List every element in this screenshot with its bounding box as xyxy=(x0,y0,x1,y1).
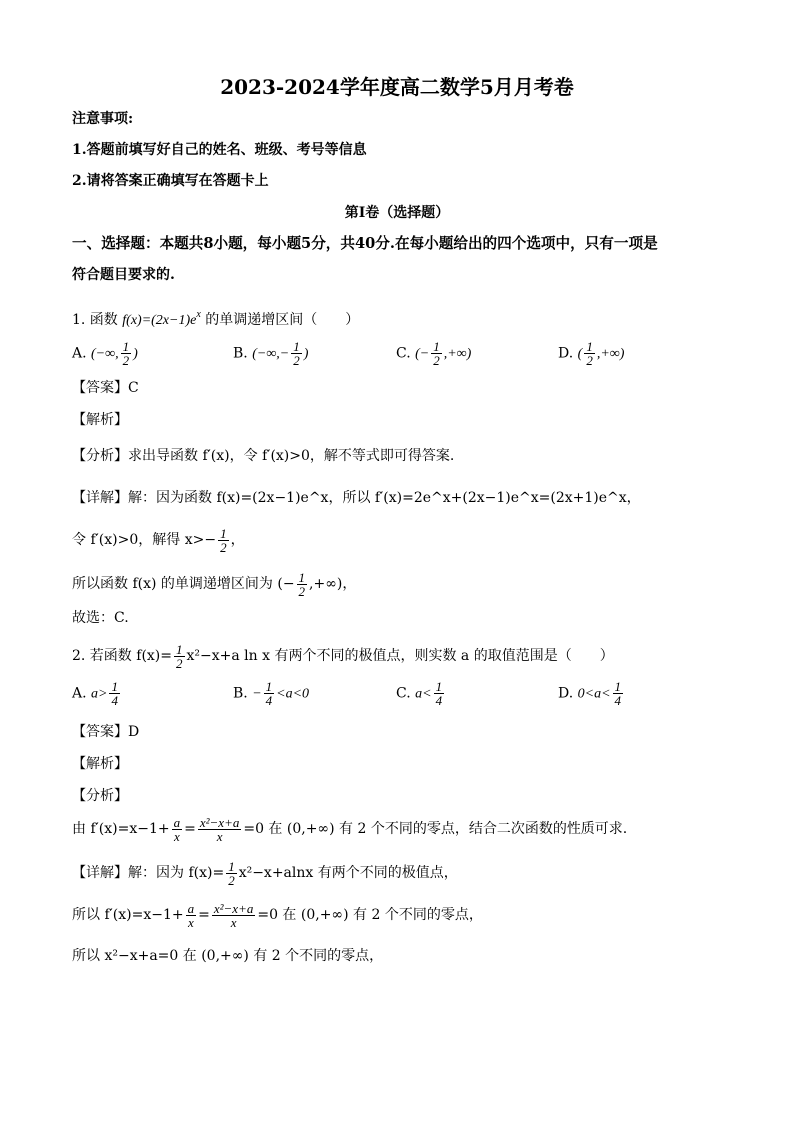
numerator: a xyxy=(173,814,181,830)
numerator: 1 xyxy=(586,339,593,354)
numerator: 1 xyxy=(220,525,227,541)
q1-exponent: x xyxy=(196,309,201,320)
detail-text: 解：因为 f(x)= xyxy=(128,865,225,881)
denominator: 2 xyxy=(293,353,300,368)
numerator: 1 xyxy=(111,679,118,694)
page-title: 2023-2024学年度高二数学5月月考卷 xyxy=(220,75,574,99)
option-label: D. xyxy=(558,345,574,362)
denominator: x xyxy=(216,828,223,844)
answer-tag: 【答案】 xyxy=(72,380,128,396)
numerator: 1 xyxy=(614,679,622,694)
q2-detail xyxy=(72,858,724,888)
q1-analysis-tag: 【解析】 xyxy=(72,412,128,428)
denominator: 2 xyxy=(220,539,227,555)
denominator: 4 xyxy=(111,693,118,708)
q1-answer xyxy=(72,378,724,398)
q2-fenxi-tag: 【分析】 xyxy=(72,788,128,804)
fraction xyxy=(212,902,255,929)
q1-interval-line xyxy=(72,570,724,598)
fraction xyxy=(434,680,445,707)
option-expr: − xyxy=(252,686,262,702)
fraction xyxy=(584,340,595,367)
q1-option-c xyxy=(396,340,471,367)
solve-text: 令 f′(x)>0，解得 x>− xyxy=(72,532,217,548)
fraction xyxy=(198,816,241,843)
option-label: B. xyxy=(233,345,248,362)
numerator: x²−x+a xyxy=(199,814,240,830)
fenxi-tag: 【分析】 xyxy=(72,448,128,464)
interval-text: 所以函数 f(x) 的单调递增区间为 (− xyxy=(72,576,295,592)
denominator: x xyxy=(230,914,237,930)
option-label: D. xyxy=(558,685,574,702)
q1-option-a xyxy=(72,340,138,367)
formula-text: 所以 f′(x)=x−1+ xyxy=(72,907,184,923)
option-expr: (− xyxy=(415,346,430,362)
numerator: 1 xyxy=(228,858,235,874)
q1-choose: 故选：C. xyxy=(72,610,129,626)
option-label: C. xyxy=(396,685,411,702)
detail-text: 解：因为函数 f(x)=(2x−1)e^x，所以 f′(x)=2e^x+(2x−1)e^x=(2x+1)e^x， xyxy=(128,490,641,506)
option-expr-end: ,+∞) xyxy=(443,346,472,362)
answer-value: C xyxy=(128,380,139,396)
denominator: 2 xyxy=(228,872,235,888)
q2-prefix: 2. 若函数 f(x)= xyxy=(72,648,172,664)
q1-prefix: 1. 函数 xyxy=(72,312,118,328)
numerator: 1 xyxy=(176,641,183,657)
denominator: 2 xyxy=(586,353,593,368)
notice-item-1: 1.答题前填写好自己的姓名、班级、考号等信息 xyxy=(72,142,367,158)
option-expr-end: ) xyxy=(303,346,309,362)
option-expr-end: <a<0 xyxy=(276,686,310,702)
denominator: 2 xyxy=(176,655,183,671)
answer-value: D xyxy=(128,724,140,740)
fraction xyxy=(186,902,197,929)
denominator: 4 xyxy=(614,693,622,708)
denominator: 4 xyxy=(435,693,443,708)
q1-solve-line xyxy=(72,526,724,554)
equals: = xyxy=(198,907,210,923)
q2-stem xyxy=(72,642,724,670)
q2-quadratic-line: 所以 x²−x+a=0 在 (0,+∞) 有 2 个不同的零点， xyxy=(72,948,384,964)
option-expr: (−∞,− xyxy=(252,346,290,362)
interval-text-end: ,+∞)， xyxy=(309,576,357,592)
fraction xyxy=(109,680,120,707)
option-expr: ( xyxy=(577,346,583,362)
option-label: A. xyxy=(72,345,87,362)
fraction xyxy=(297,571,308,598)
q2-fenxi-formula xyxy=(72,814,724,844)
detail-text-end: x²−x+alnx 有两个不同的极值点， xyxy=(238,865,458,881)
section-heading-line2: 符合题目要求的. xyxy=(72,267,175,283)
numerator: x²−x+a xyxy=(213,900,254,916)
option-label: A. xyxy=(72,685,87,702)
numerator: 1 xyxy=(298,569,306,585)
fraction xyxy=(431,340,442,367)
q2-analysis-tag: 【解析】 xyxy=(72,756,128,772)
option-label: B. xyxy=(233,685,248,702)
numerator: 1 xyxy=(293,339,300,354)
q1-stem xyxy=(72,305,724,331)
denominator: 2 xyxy=(433,353,440,368)
volume-heading: 第I卷（选择题） xyxy=(344,205,450,221)
option-expr: (−∞, xyxy=(91,346,119,362)
formula-text-end: =0 在 (0,+∞) 有 2 个不同的零点， xyxy=(257,907,483,923)
q1-suffix: 的单调递增区间（ ） xyxy=(205,312,360,328)
denominator: 4 xyxy=(265,693,273,708)
notice-heading: 注意事项: xyxy=(72,111,134,127)
q1-function: f(x)=(2x−1)e xyxy=(122,313,197,328)
formula-text: 由 f′(x)=x−1+ xyxy=(72,821,170,837)
q1-option-d xyxy=(558,340,624,367)
q2-derivative-line xyxy=(72,900,724,930)
notice-item-2: 2.请将答案正确填写在答题卡上 xyxy=(72,173,269,189)
fraction xyxy=(218,527,229,554)
option-expr-end: ) xyxy=(133,346,138,362)
fraction xyxy=(264,680,275,707)
denominator: 2 xyxy=(298,583,306,599)
fraction xyxy=(172,816,183,843)
option-expr: 0<a< xyxy=(577,686,611,702)
option-expr: a> xyxy=(91,686,108,702)
q2-option-d xyxy=(558,680,625,707)
q2-option-a xyxy=(72,680,122,707)
q1-option-b xyxy=(233,340,308,367)
option-expr: a< xyxy=(415,686,432,702)
numerator: a xyxy=(187,900,195,916)
formula-text-end: =0 在 (0,+∞) 有 2 个不同的零点，结合二次函数的性质可求. xyxy=(243,821,628,837)
denominator: x xyxy=(173,828,180,844)
denominator: 2 xyxy=(122,353,130,368)
fenxi-text: 求出导函数 f′(x)，令 f′(x)>0，解不等式即可得答案. xyxy=(128,448,455,464)
q1-fenxi xyxy=(72,446,724,466)
q2-option-b xyxy=(233,680,309,707)
option-expr-end: ,+∞) xyxy=(596,346,625,362)
numerator: 1 xyxy=(265,679,273,694)
solve-text-end: ， xyxy=(230,532,245,548)
q1-detail xyxy=(72,488,724,508)
detail-tag: 【详解】 xyxy=(72,490,128,506)
numerator: 1 xyxy=(435,679,443,694)
fraction xyxy=(226,860,237,887)
q2-answer xyxy=(72,722,724,742)
numerator: 1 xyxy=(433,339,440,354)
numerator: 1 xyxy=(122,339,130,354)
fraction xyxy=(291,340,302,367)
detail-tag: 【详解】 xyxy=(72,865,128,881)
answer-tag: 【答案】 xyxy=(72,724,128,740)
equals: = xyxy=(184,821,196,837)
denominator: x xyxy=(187,914,194,930)
q2-stem-rest: x²−x+a ln x 有两个不同的极值点，则实数 a 的取值范围是（ ） xyxy=(186,648,614,664)
fraction xyxy=(613,680,624,707)
fraction xyxy=(174,643,185,670)
section-heading-line1: 一、选择题：本题共8小题，每小题5分，共40分.在每小题给出的四个选项中，只有一项是 xyxy=(72,235,658,252)
option-label: C. xyxy=(396,345,411,362)
fraction xyxy=(121,340,132,367)
q2-option-c xyxy=(396,680,446,707)
